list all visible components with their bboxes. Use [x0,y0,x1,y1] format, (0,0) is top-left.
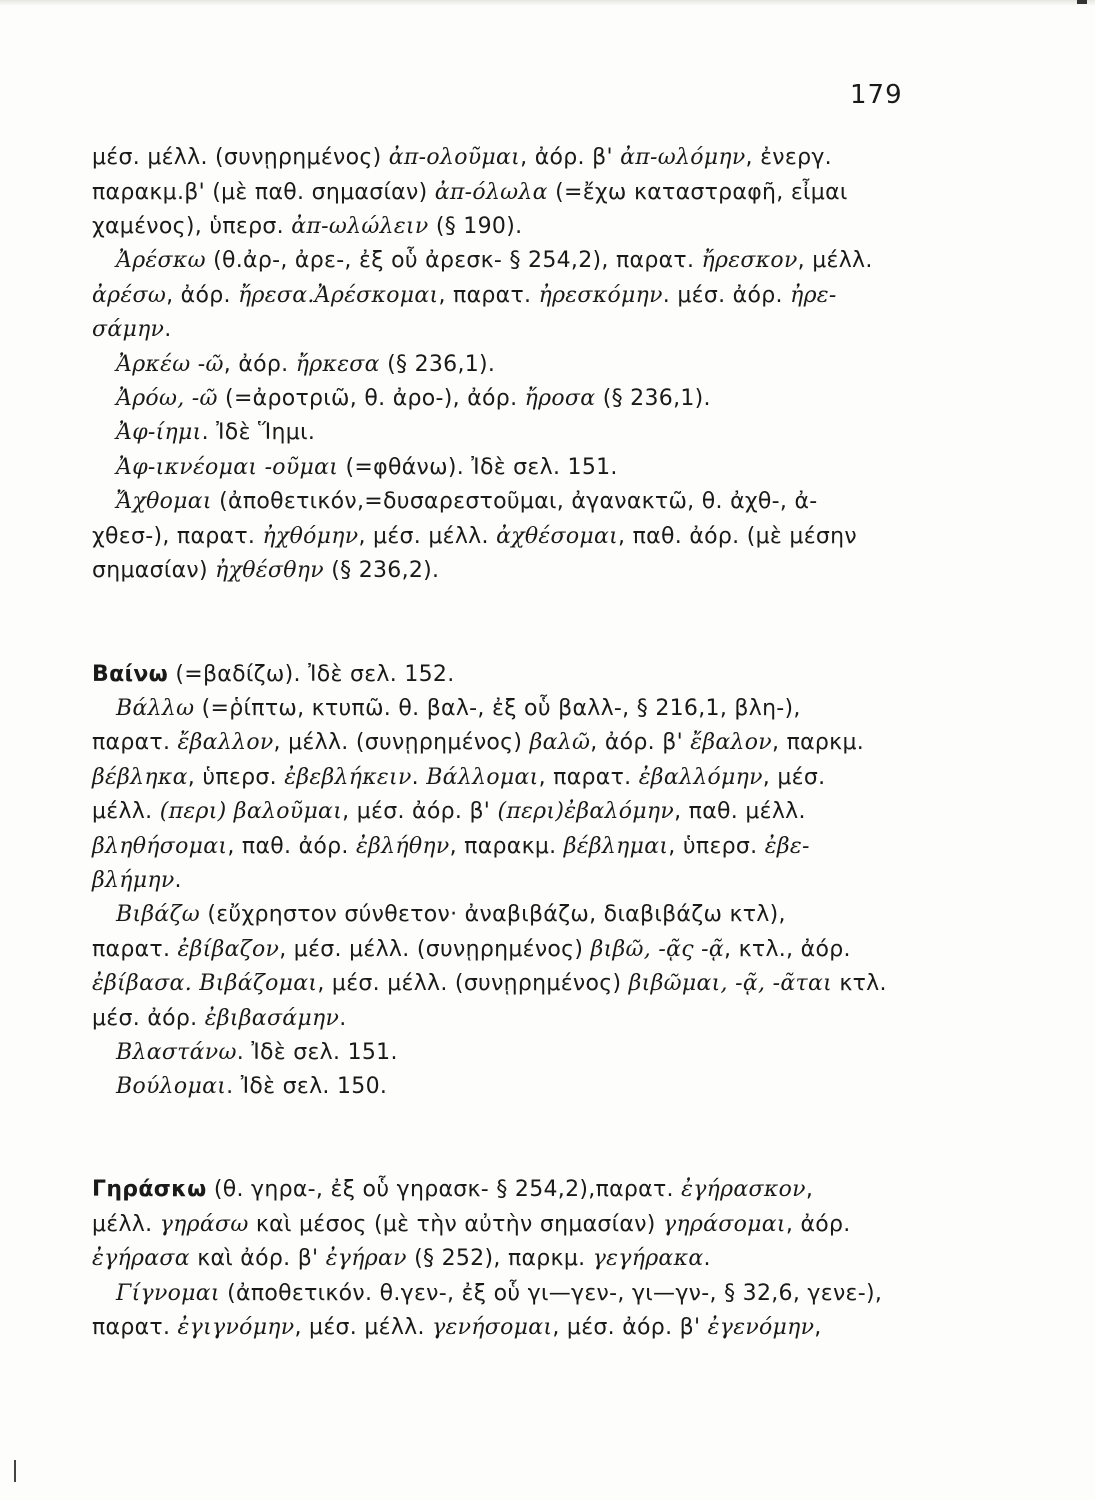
text-line [92,728,927,758]
greek-form: Ἀφ-ικνέομαι -οῦμαι [116,455,339,480]
greek-form: ἀρέσω [92,283,167,308]
text-line [92,1210,927,1240]
text-run: (=ἔχω καταστραφῆ, εἶμαι [547,180,848,205]
greek-form: Βλαστάνω [116,1040,237,1065]
text-run: μέλλ. [92,799,160,824]
text-run: . [174,868,182,893]
text-run: , ἀόρ. [223,352,296,377]
text-run: καὶ μέσος (μὲ τὴν αὐτὴν σημασίαν) [248,1212,663,1237]
text-run: Βαίνω [92,662,169,687]
entry-line [116,1038,927,1068]
text-run: (ἀποθετικόν,=δυσαρεστοῦμαι, ἀγανακτῶ, θ. ἀχθ-, ἀ- [211,489,818,514]
text-run: , ἀόρ. β' [520,145,621,170]
text-run: , μέσ. μέλλ. [294,1315,433,1340]
greek-form: Ἀρέσκω [116,248,206,273]
text-run: (=ῥίπτω, κτυπῶ. θ. βαλ-, ἐξ οὗ βαλλ-, § 216,1, βλη-), [194,696,801,721]
text-line [92,969,927,999]
text-run: , μέσ. μέλλ. (συνῃρημένος) [279,937,591,962]
greek-form: ἀχθέσομαι [496,524,619,549]
greek-form: ἐβλήθην [356,834,450,859]
entry-line [116,1279,927,1309]
text-run: καὶ ἀόρ. β' [189,1246,326,1271]
greek-form: ἀπ-ωλόμην [620,145,746,170]
text-run: , παρκμ. [771,730,865,755]
text-run: , ὑπερσ. [187,765,285,790]
greek-form: γηράσω [159,1212,249,1237]
text-run: (=βαδίζω). Ἰδὲ σελ. 152. [168,662,455,687]
text-run: , παθ. ἀόρ. [227,834,357,859]
entry-line [116,418,927,448]
text-line [92,315,927,345]
text-run: . μέσ. ἀόρ. [662,283,791,308]
text-run: , μέσ. ἀόρ. β' [552,1315,708,1340]
text-line [92,281,927,311]
text-run: , παθ. ἀόρ. (μὲ μέσην [618,524,857,549]
greek-form: ἠχθέσθην [215,558,324,583]
greek-form: βέβληκα [92,765,188,790]
greek-form: βληθήσομαι [92,834,228,859]
text-run: παρατ. [92,937,178,962]
text-run: . [164,317,172,342]
text-run: , μέσ. ἀόρ. β' [342,799,498,824]
entry-line [116,246,927,276]
greek-form: ἐγήρασα [92,1246,190,1271]
entry-line [116,350,927,380]
greek-form: ἔβαλον [690,730,772,755]
text-run: , μέλλ. [797,248,873,273]
greek-form: ἐβε- [764,834,810,859]
text-run: , ἀόρ. β' [590,730,691,755]
text-run: , [805,1177,814,1202]
text-line [92,1313,927,1343]
text-line [92,212,927,242]
text-run: παρακμ.β' (μὲ παθ. σημασίαν) [92,180,435,205]
greek-form: ἐβεβλήκειν [284,765,412,790]
text-run: , ἀόρ. [166,283,239,308]
text-run: , παθ. μέλλ. [674,799,806,824]
text-run: , μέσ. μέλλ. [358,524,497,549]
text-run: κτλ. [832,971,887,996]
greek-form: (περι)ἐβαλόμην [497,799,675,824]
greek-form: ἐβαλλόμην [638,765,763,790]
text-run: (=φθάνω). Ἰδὲ σελ. 151. [338,455,618,480]
text-run: (=ἀροτριῶ, θ. ἀρο-), ἀόρ. [217,386,525,411]
greek-form: βιβῶμαι, -ᾷ, -ᾶται [628,971,833,996]
greek-form: Ἀφ-ίημι [116,420,202,445]
greek-form: ἔβαλλον [177,730,274,755]
margin-mark [14,1460,16,1482]
text-run: , παρατ. [438,283,539,308]
text-run: χθεσ-), παρατ. [92,524,263,549]
text-run: , μέσ. [762,765,826,790]
text-run: , ὑπερσ. [668,834,765,859]
greek-form: βλήμην [92,868,175,893]
greek-form: ἤρεσκον [701,248,798,273]
greek-form: βέβλημαι [563,834,669,859]
greek-form: γενήσομαι [432,1315,553,1340]
greek-form: Ἀρόω, -ῶ [116,386,218,411]
greek-form: ἐγήρασκον [681,1177,806,1202]
greek-form: ἤροσα [524,386,596,411]
greek-form: γεγήρακα [592,1246,704,1271]
entry-line [116,900,927,930]
greek-form: ἠρεσκόμην [538,283,663,308]
greek-form: Βιβάζω [116,902,201,927]
corner-mark [1077,0,1087,4]
text-run: (§ 236,2). [323,558,440,583]
greek-form: γηράσομαι [662,1212,786,1237]
greek-form: ἠρε- [790,283,837,308]
text-run: παρατ. [92,1315,178,1340]
text-line [92,1244,927,1274]
text-run: . Ἰδὲ σελ. 151. [236,1040,398,1065]
text-run: , [814,1315,822,1340]
text-line [92,797,927,827]
text-run: μέσ. μέλλ. (συνῃρημένος) [92,145,389,170]
greek-form: ἐγιγνόμην [177,1315,295,1340]
greek-form: ἤρκεσα [295,352,380,377]
text-run: (θ. γηρα-, ἐξ οὗ γηρασκ- § 254,2),παρατ. [206,1177,682,1202]
text-run: (θ.ἀρ-, ἀρε-, ἐξ οὗ ἀρεσκ- § 254,2), παρατ. [205,248,702,273]
text-run: χαμένος), ὑπερσ. [92,214,292,239]
greek-form: (περι) βαλοῦμαι [159,799,343,824]
section-heading-line [92,1175,927,1205]
text-run: . Ἰδὲ σελ. 150. [226,1074,388,1099]
text-line [92,866,927,896]
text-run: , παρατ. [538,765,639,790]
text-line [92,143,927,173]
greek-form: Ἀρέσκομαι [314,283,439,308]
greek-form: ἐβιβασάμην [204,1006,340,1031]
greek-form: βιβῶ, -ᾷς -ᾷ [590,937,725,962]
entry-line [116,487,927,517]
text-line [92,832,927,862]
greek-form: ἐγενόμην [707,1315,815,1340]
page-top-edge [0,0,1095,6]
text-run: , ἐνεργ. [745,145,832,170]
greek-form: Ἀρκέω -ῶ [116,352,224,377]
greek-form: Βάλλω [116,696,195,721]
text-run: μέλλ. [92,1212,160,1237]
text-run: Γηράσκω [92,1177,207,1202]
text-line [92,1004,927,1034]
greek-form: βαλῶ [529,730,591,755]
text-run: παρατ. [92,730,178,755]
text-line [92,178,927,208]
page-number: 179 [850,80,903,110]
text-run: . [339,1006,347,1031]
text-line [92,935,927,965]
entry-line [116,1072,927,1102]
greek-form: ἠχθόμην [262,524,359,549]
text-run: , κτλ., ἀόρ. [724,937,851,962]
section-heading-line [92,660,927,690]
text-run: (§ 190). [428,214,523,239]
entry-line [116,694,927,724]
text-run: . [703,1246,711,1271]
greek-form: ἤρεσα. [238,283,315,308]
text-run: (εὔχρηστον σύνθετον· ἀναβιβάζω, διαβιβάζω κτλ), [200,902,786,927]
entry-line [116,384,927,414]
text-run: , ἀόρ. [785,1212,851,1237]
entry-line [116,453,927,483]
greek-form: Βάλλομαι [426,765,539,790]
text-run: , παρακμ. [449,834,564,859]
text-run: , μέσ. μέλλ. (συνῃρημένος) [317,971,629,996]
text-run: (§ 252), παρκμ. [406,1246,593,1271]
greek-form: ἀπ-όλωλα [434,180,548,205]
text-line [92,522,927,552]
text-run: (§ 236,1). [595,386,711,411]
text-run: μέσ. ἀόρ. [92,1006,205,1031]
greek-form: Ἄχθομαι [116,489,212,514]
greek-form: Βούλομαι [116,1074,227,1099]
greek-form: ἐγήραν [325,1246,407,1271]
greek-form: ἀπ-ολοῦμαι [388,145,521,170]
greek-form: ἐβίβαζον [177,937,280,962]
greek-form: σάμην [92,317,165,342]
text-run: . Ἰδὲ Ἵημι. [201,420,316,445]
text-run: . [411,765,427,790]
text-run: σημασίαν) [92,558,216,583]
greek-form: ἀπ-ωλώλειν [291,214,429,239]
text-line [92,556,927,586]
text-run: , μέλλ. (συνῃρημένος) [273,730,530,755]
text-run: (§ 236,1). [379,352,496,377]
text-line [92,763,927,793]
greek-form: Γίγνομαι [116,1281,220,1306]
text-run: (ἀποθετικόν. θ.γεν-, ἐξ οὗ γι—γεν-, γι—γν-, § 32,6, γενε-), [219,1281,883,1306]
greek-form: ἐβίβασα. Βιβάζομαι [92,971,318,996]
